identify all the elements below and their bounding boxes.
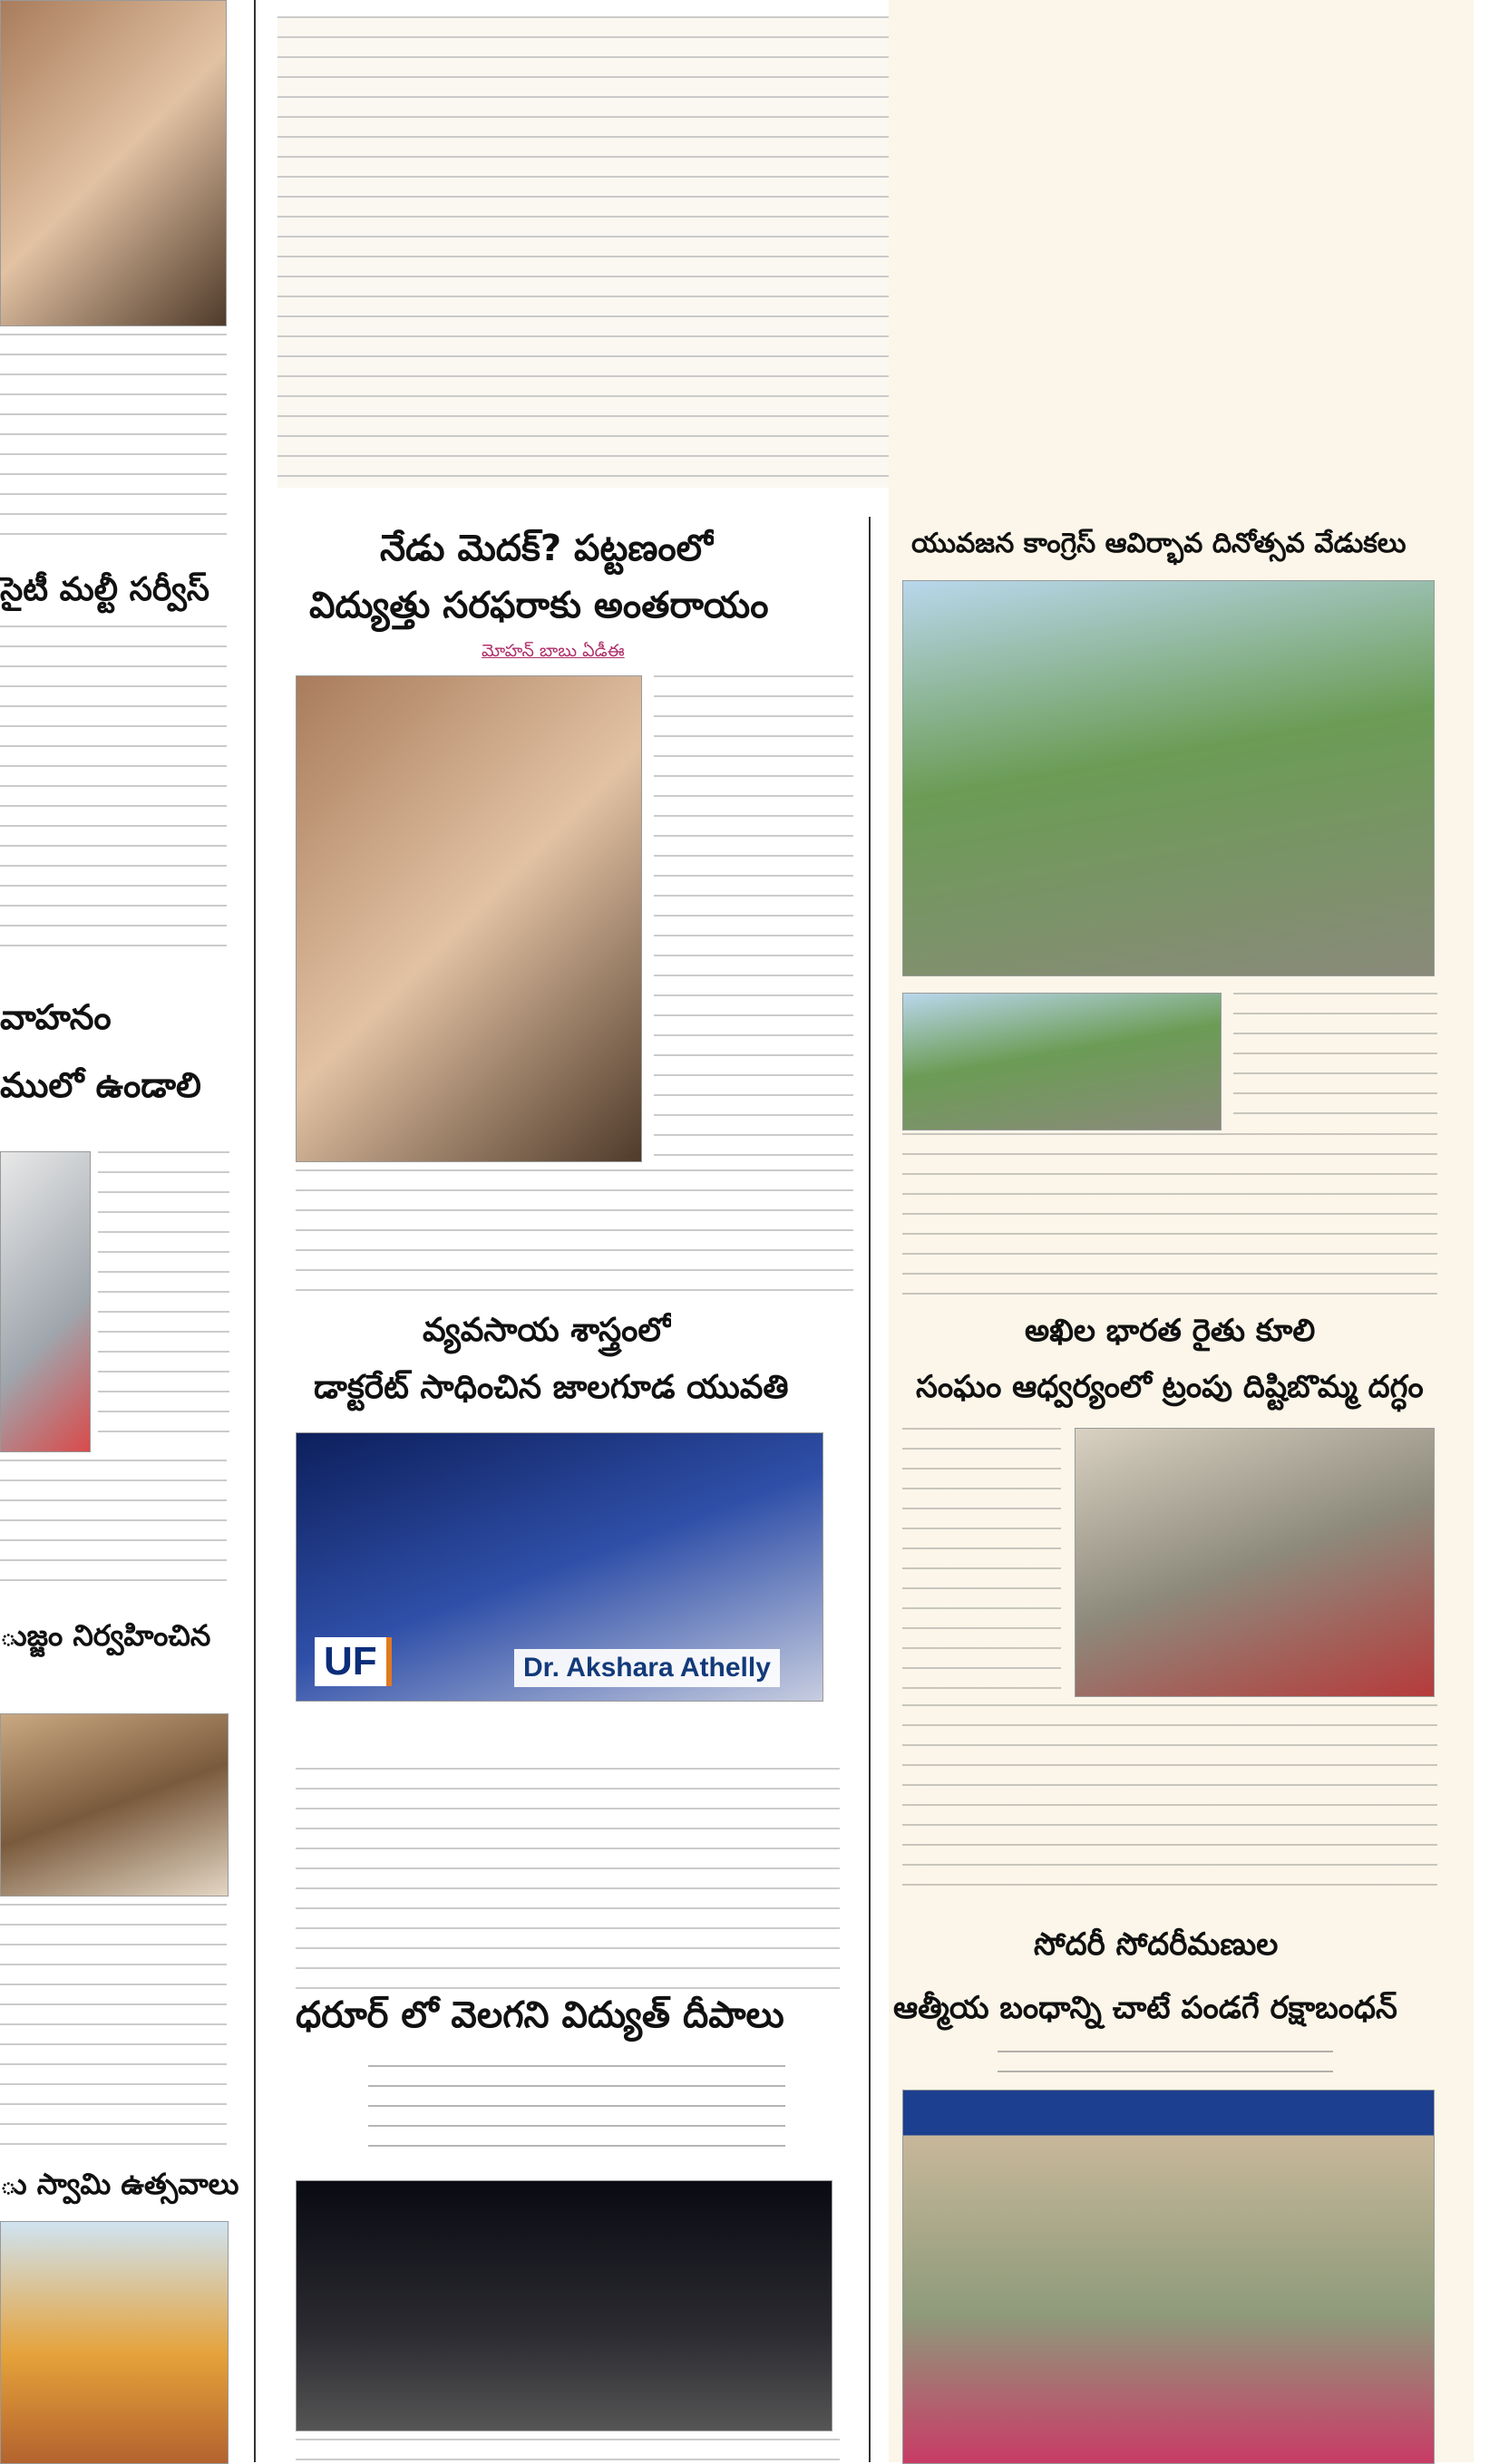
left-body-text-1	[0, 334, 227, 549]
uf-logo: UF	[315, 1637, 392, 1686]
dharur-subheads	[368, 2065, 785, 2156]
farmers-body	[902, 1704, 1437, 1904]
left-headline-vehicle-2: ములో ఉండాలి	[0, 1065, 201, 1105]
photo-dark-street	[296, 2180, 832, 2431]
raksha-headline-line2: ఆత్మీయ బంధాన్ని చాటే పండగే రక్షాబంధన్	[893, 1990, 1397, 2026]
dharur-body-start	[296, 2439, 840, 2462]
farmers-headline-line2: సంఘం ఆధ్వర్యంలో ట్రంపు దిష్టిబొమ్మ దగ్ధం	[916, 1369, 1424, 1405]
photo-ade-mohan-babu	[296, 675, 642, 1162]
column-rule-left	[254, 0, 256, 2462]
left-body-text-5	[0, 1904, 227, 2149]
medak-headline-line1: నేడు మెదక్? పట్టణంలో	[380, 528, 714, 569]
medak-body-bottom	[296, 1169, 853, 1301]
left-photo-couple	[0, 0, 227, 326]
middle-column	[277, 0, 858, 2462]
left-headline-festival: ు స్వామి ఉత్సవాలు	[0, 2167, 239, 2201]
photo-youth-congress-group	[902, 580, 1435, 976]
left-photo-temple	[0, 2221, 229, 2464]
right-column	[889, 0, 1474, 2462]
left-headline-yajnam: ుజ్జం నిర్వహించిన	[0, 1618, 211, 1653]
youth-congress-body	[902, 1133, 1437, 1296]
photo-convocation	[296, 1432, 823, 1702]
left-body-text-4	[0, 1460, 227, 1596]
youth-congress-body-right	[1233, 993, 1437, 1129]
medak-byline: మోహన్ బాబు ఏడీఈ	[482, 641, 625, 661]
left-photo-ritual	[0, 1713, 229, 1897]
doctorate-body	[296, 1768, 840, 1994]
raksha-subhead	[998, 2051, 1333, 2076]
farmers-headline-line1: అఖిల భారత రైతు కూలి	[1025, 1313, 1316, 1349]
dharur-headline: ధరూర్ లో వెలగని విద్యుత్ దీపాలు	[296, 1994, 784, 2036]
left-photo-ambulance	[0, 1151, 91, 1452]
doctorate-headline-line2: డాక్టరేట్ సాధించిన జాలగూడ యువతి	[314, 1369, 789, 1406]
photo-tree-planting	[902, 993, 1222, 1130]
doctorate-headline-line1: వ్యవసాయ శాస్త్రంలో	[423, 1312, 672, 1349]
left-body-text-3	[98, 1151, 229, 1450]
youth-congress-headline: యువజన కాంగ్రెస్ ఆవిర్భావ దినోత్సవ వేడుకలు	[911, 528, 1407, 559]
farmers-body-left	[902, 1428, 1061, 1700]
medak-body-right	[654, 675, 853, 1160]
column-rule-right	[869, 517, 871, 2462]
left-headline-service: సైటీ మల్టీ సర్వీస్	[0, 571, 209, 608]
left-body-text-2	[0, 626, 227, 952]
photo-caption-name: Dr. Akshara Athelly	[514, 1649, 780, 1687]
medak-headline-line2: విద్యుత్తు సరఫరాకు అంతరాయం	[309, 585, 769, 626]
left-headline-vehicle-1: వాహనం	[0, 997, 112, 1037]
photo-rakhi-police-officer	[902, 2090, 1435, 2464]
raksha-headline-line1: సోదరీ సోదరీమణుల	[1034, 1926, 1279, 1963]
photo-effigy-burning	[1075, 1428, 1435, 1697]
